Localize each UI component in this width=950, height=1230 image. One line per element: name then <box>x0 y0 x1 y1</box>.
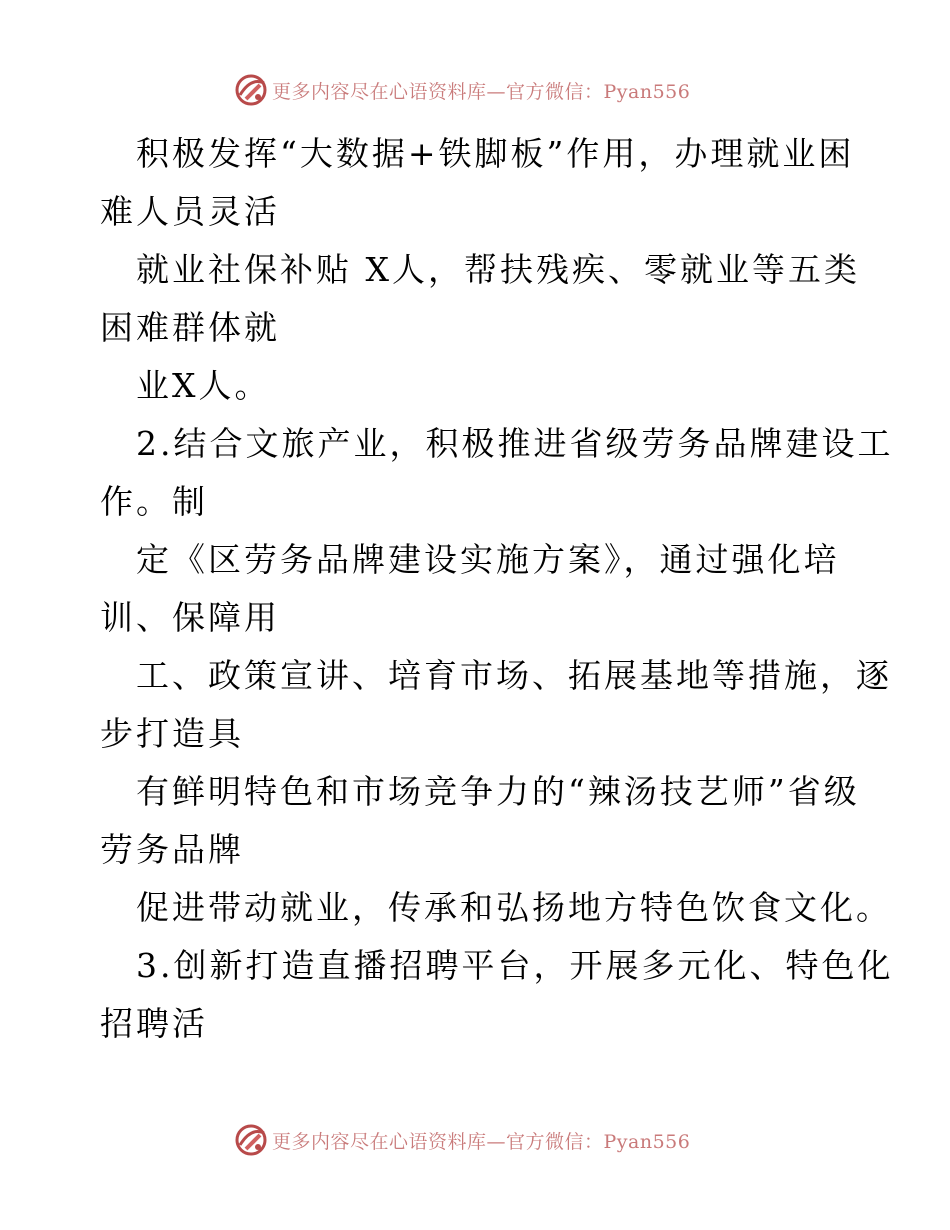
text-line: 困难群体就 <box>100 308 280 347</box>
text-line: 3.创新打造直播招聘平台，开展多元化、特色化 <box>136 946 894 985</box>
logo-icon <box>234 73 268 107</box>
text-line: 步打造具 <box>100 714 244 753</box>
text-line: 作。制 <box>100 482 208 521</box>
text-line: 难人员灵活 <box>100 192 280 231</box>
text-line: 积极发挥“大数据+铁脚板”作用，办理就业困 <box>136 134 855 173</box>
text-line: 业X人。 <box>136 366 271 405</box>
text-line: 促进带动就业，传承和弘扬地方特色饮食文化。 <box>136 888 892 927</box>
text-line: 劳务品牌 <box>100 830 244 869</box>
document-body <box>100 125 894 1053</box>
text-line: 工、政策宣讲、培育市场、拓展基地等措施，逐 <box>136 656 892 695</box>
watermark-text: 更多内容尽在心语资料库—官方微信：Pyan556 <box>272 80 691 103</box>
text-line: 有鲜明特色和市场竞争力的“辣汤技艺师”省级 <box>136 772 860 811</box>
text-line: 训、保障用 <box>100 598 280 637</box>
watermark-header <box>234 70 690 110</box>
watermark-footer <box>234 1120 690 1160</box>
watermark-text: 更多内容尽在心语资料库—官方微信：Pyan556 <box>272 1130 691 1153</box>
text-line: 就业社保补贴 X人，帮扶残疾、零就业等五类 <box>136 250 860 289</box>
text-line: 2.结合文旅产业，积极推进省级劳务品牌建设工 <box>136 424 894 463</box>
logo-icon <box>234 1123 268 1157</box>
text-line: 招聘活 <box>100 1004 208 1043</box>
text-line: 定《区劳务品牌建设实施方案》，通过强化培 <box>136 540 840 579</box>
